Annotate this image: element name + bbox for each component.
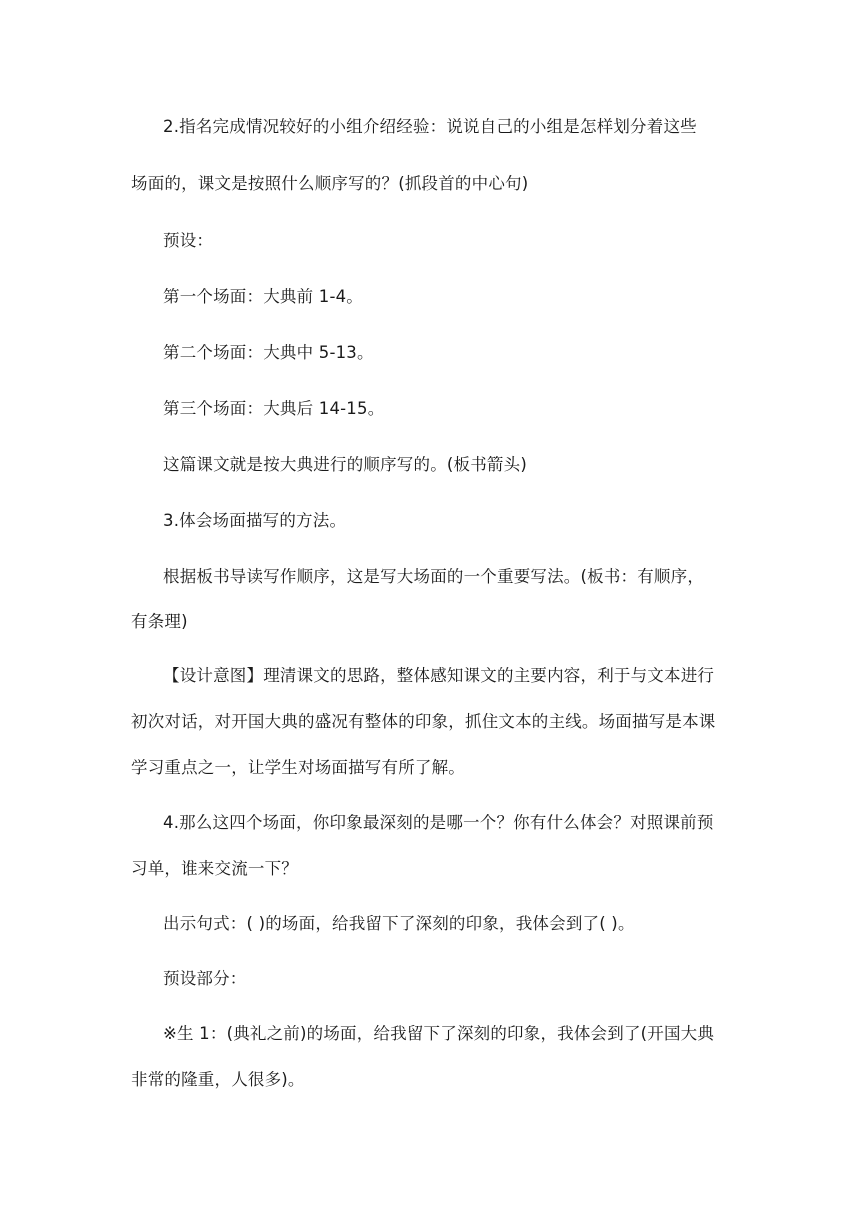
paragraph-line: 非常的隆重，人很多)。 xyxy=(131,1070,305,1089)
paragraph-line: 有条理) xyxy=(131,612,188,631)
paragraph-line: 出示句式：( )的场面，给我留下了深刻的印象，我体会到了( )。 xyxy=(163,914,635,933)
paragraph-line: 4.那么这四个场面，你印象最深刻的是哪一个？你有什么体会？对照课前预 xyxy=(163,813,714,832)
paragraph-line: 场面的，课文是按照什么顺序写的？(抓段首的中心句) xyxy=(131,174,529,193)
paragraph-line: 预设部分： xyxy=(163,969,247,988)
paragraph-line: ※生 1：(典礼之前)的场面，给我留下了深刻的印象，我体会到了(开国大典 xyxy=(163,1024,715,1043)
paragraph-line: 2.指名完成情况较好的小组介绍经验：说说自己的小组是怎样划分着这些 xyxy=(163,117,697,136)
paragraph-line: 【设计意图】理清课文的思路，整体感知课文的主要内容，利于与文本进行 xyxy=(163,666,715,685)
paragraph-line: 习单，谁来交流一下？ xyxy=(131,859,298,878)
paragraph-line: 第二个场面：大典中 5-13。 xyxy=(163,343,374,362)
paragraph-line: 预设： xyxy=(163,231,214,250)
paragraph-line: 3.体会场面描写的方法。 xyxy=(163,511,347,530)
paragraph-line: 这篇课文就是按大典进行的顺序写的。(板书箭头) xyxy=(163,455,527,474)
paragraph-line: 第一个场面：大典前 1-4。 xyxy=(163,287,363,306)
paragraph-line: 根据板书导读写作顺序，这是写大场面的一个重要写法。(板书：有顺序， xyxy=(163,567,705,586)
paragraph-line: 初次对话，对开国大典的盛况有整体的印象，抓住文本的主线。场面描写是本课 xyxy=(131,712,716,731)
paragraph-line: 第三个场面：大典后 14-15。 xyxy=(163,399,385,418)
paragraph-line: 学习重点之一，让学生对场面描写有所了解。 xyxy=(131,758,465,777)
